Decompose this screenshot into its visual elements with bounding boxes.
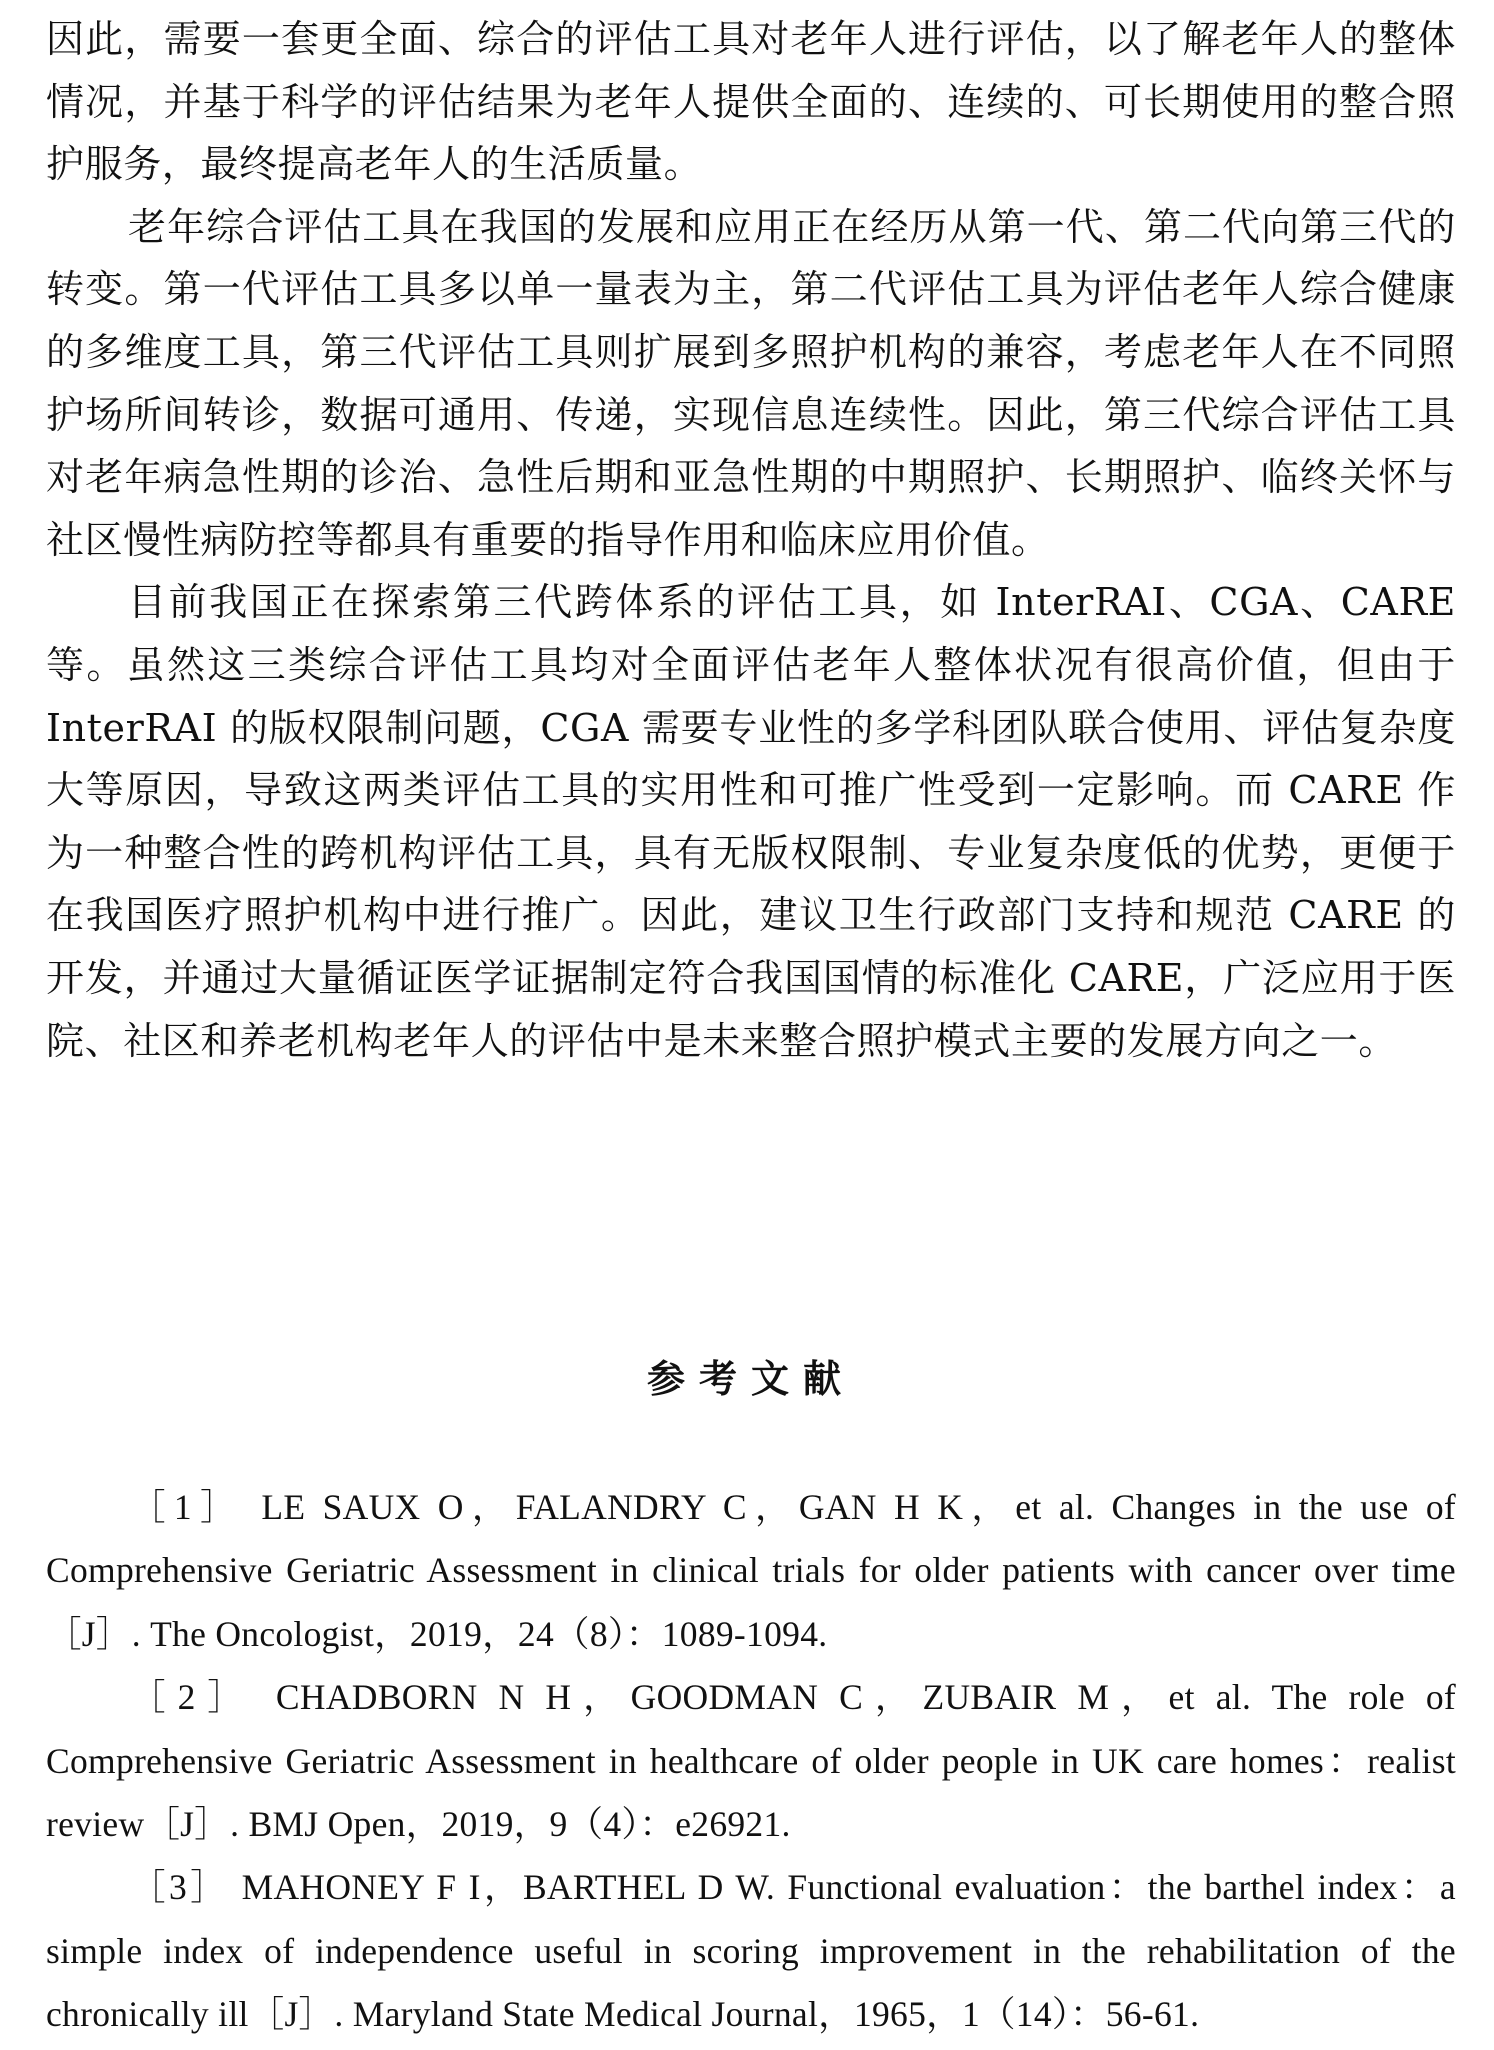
reference-item: ［1］ LE SAUX O，FALANDRY C，GAN H K，et al. Changes in the use of Comprehensive Geriatric Assessment in clinical trials for older patients with cancer over time［J］. The Oncologist，2019，24（8）：1089-1094. (46, 1487, 1456, 1654)
reference-item: ［2］ CHADBORN N H，GOODMAN C，ZUBAIR M，et al. The role of Comprehensive Geriatric Assessment in healthcare of older people in UK care homes：realist review［J］. BMJ Open，2019，9（4）：e26921. (46, 1677, 1456, 1845)
paragraph-2: 老年综合评估工具在我国的发展和应用正在经历从第一代、第二代向第三代的转变。第一代评估工具多以单一量表为主，第二代评估工具为评估老年人综合健康的多维度工具，第三代评估工具则扩展到多照护机构的兼容，考虑老年人在不同照护场所间转诊，数据可通用、传递，实现信息连续性。因此，第三代综合评估工具对老年病急性期的诊治、急性后期和亚急性期的中期照护、长期照护、临终关怀与社区慢性病防控等都具有重要的指导作用和临床应用价值。 (46, 204, 1456, 562)
paragraph-3: 目前我国正在探索第三代跨体系的评估工具，如 InterRAI、CGA、CARE 等。虽然这三类综合评估工具均对全面评估老年人整体状况有很高价值，但由于 InterRAI 的版权限制问题，CGA 需要专业性的多学科团队联合使用、评估复杂度大等原因，导致这两类评估工具的实用性和可推广性受到一定影响。而 CARE 作为一种整合性的跨机构评估工具，具有无版权限制、专业复杂度低的优势，更便于在我国医疗照护机构中进行推广。因此，建议卫生行政部门支持和规范 CARE 的开发，并通过大量循证医学证据制定符合我国国情的标准化 CARE，广泛应用于医院、社区和养老机构老年人的评估中是未来整合照护模式主要的发展方向之一。 (46, 580, 1456, 1063)
reference-item: ［3］ MAHONEY F I，BARTHEL D W. Functional evaluation：the barthel index：a simple index of independence useful in scoring improvement in the rehabilitation of the chronically ill［J］. Maryland State Medical Journal，1965，1（14）：56-61. (46, 1867, 1456, 2035)
paragraph-1: 因此，需要一套更全面、综合的评估工具对老年人进行评估，以了解老年人的整体情况，并基于科学的评估结果为老年人提供全面的、连续的、可长期使用的整合照护服务，最终提高老年人的生活质量。 (46, 17, 1456, 187)
body-text (46, 8, 1456, 1072)
document-page (46, 8, 1456, 2035)
references-list (46, 1476, 1456, 2047)
references-title: 参考文献 (646, 1357, 855, 1401)
